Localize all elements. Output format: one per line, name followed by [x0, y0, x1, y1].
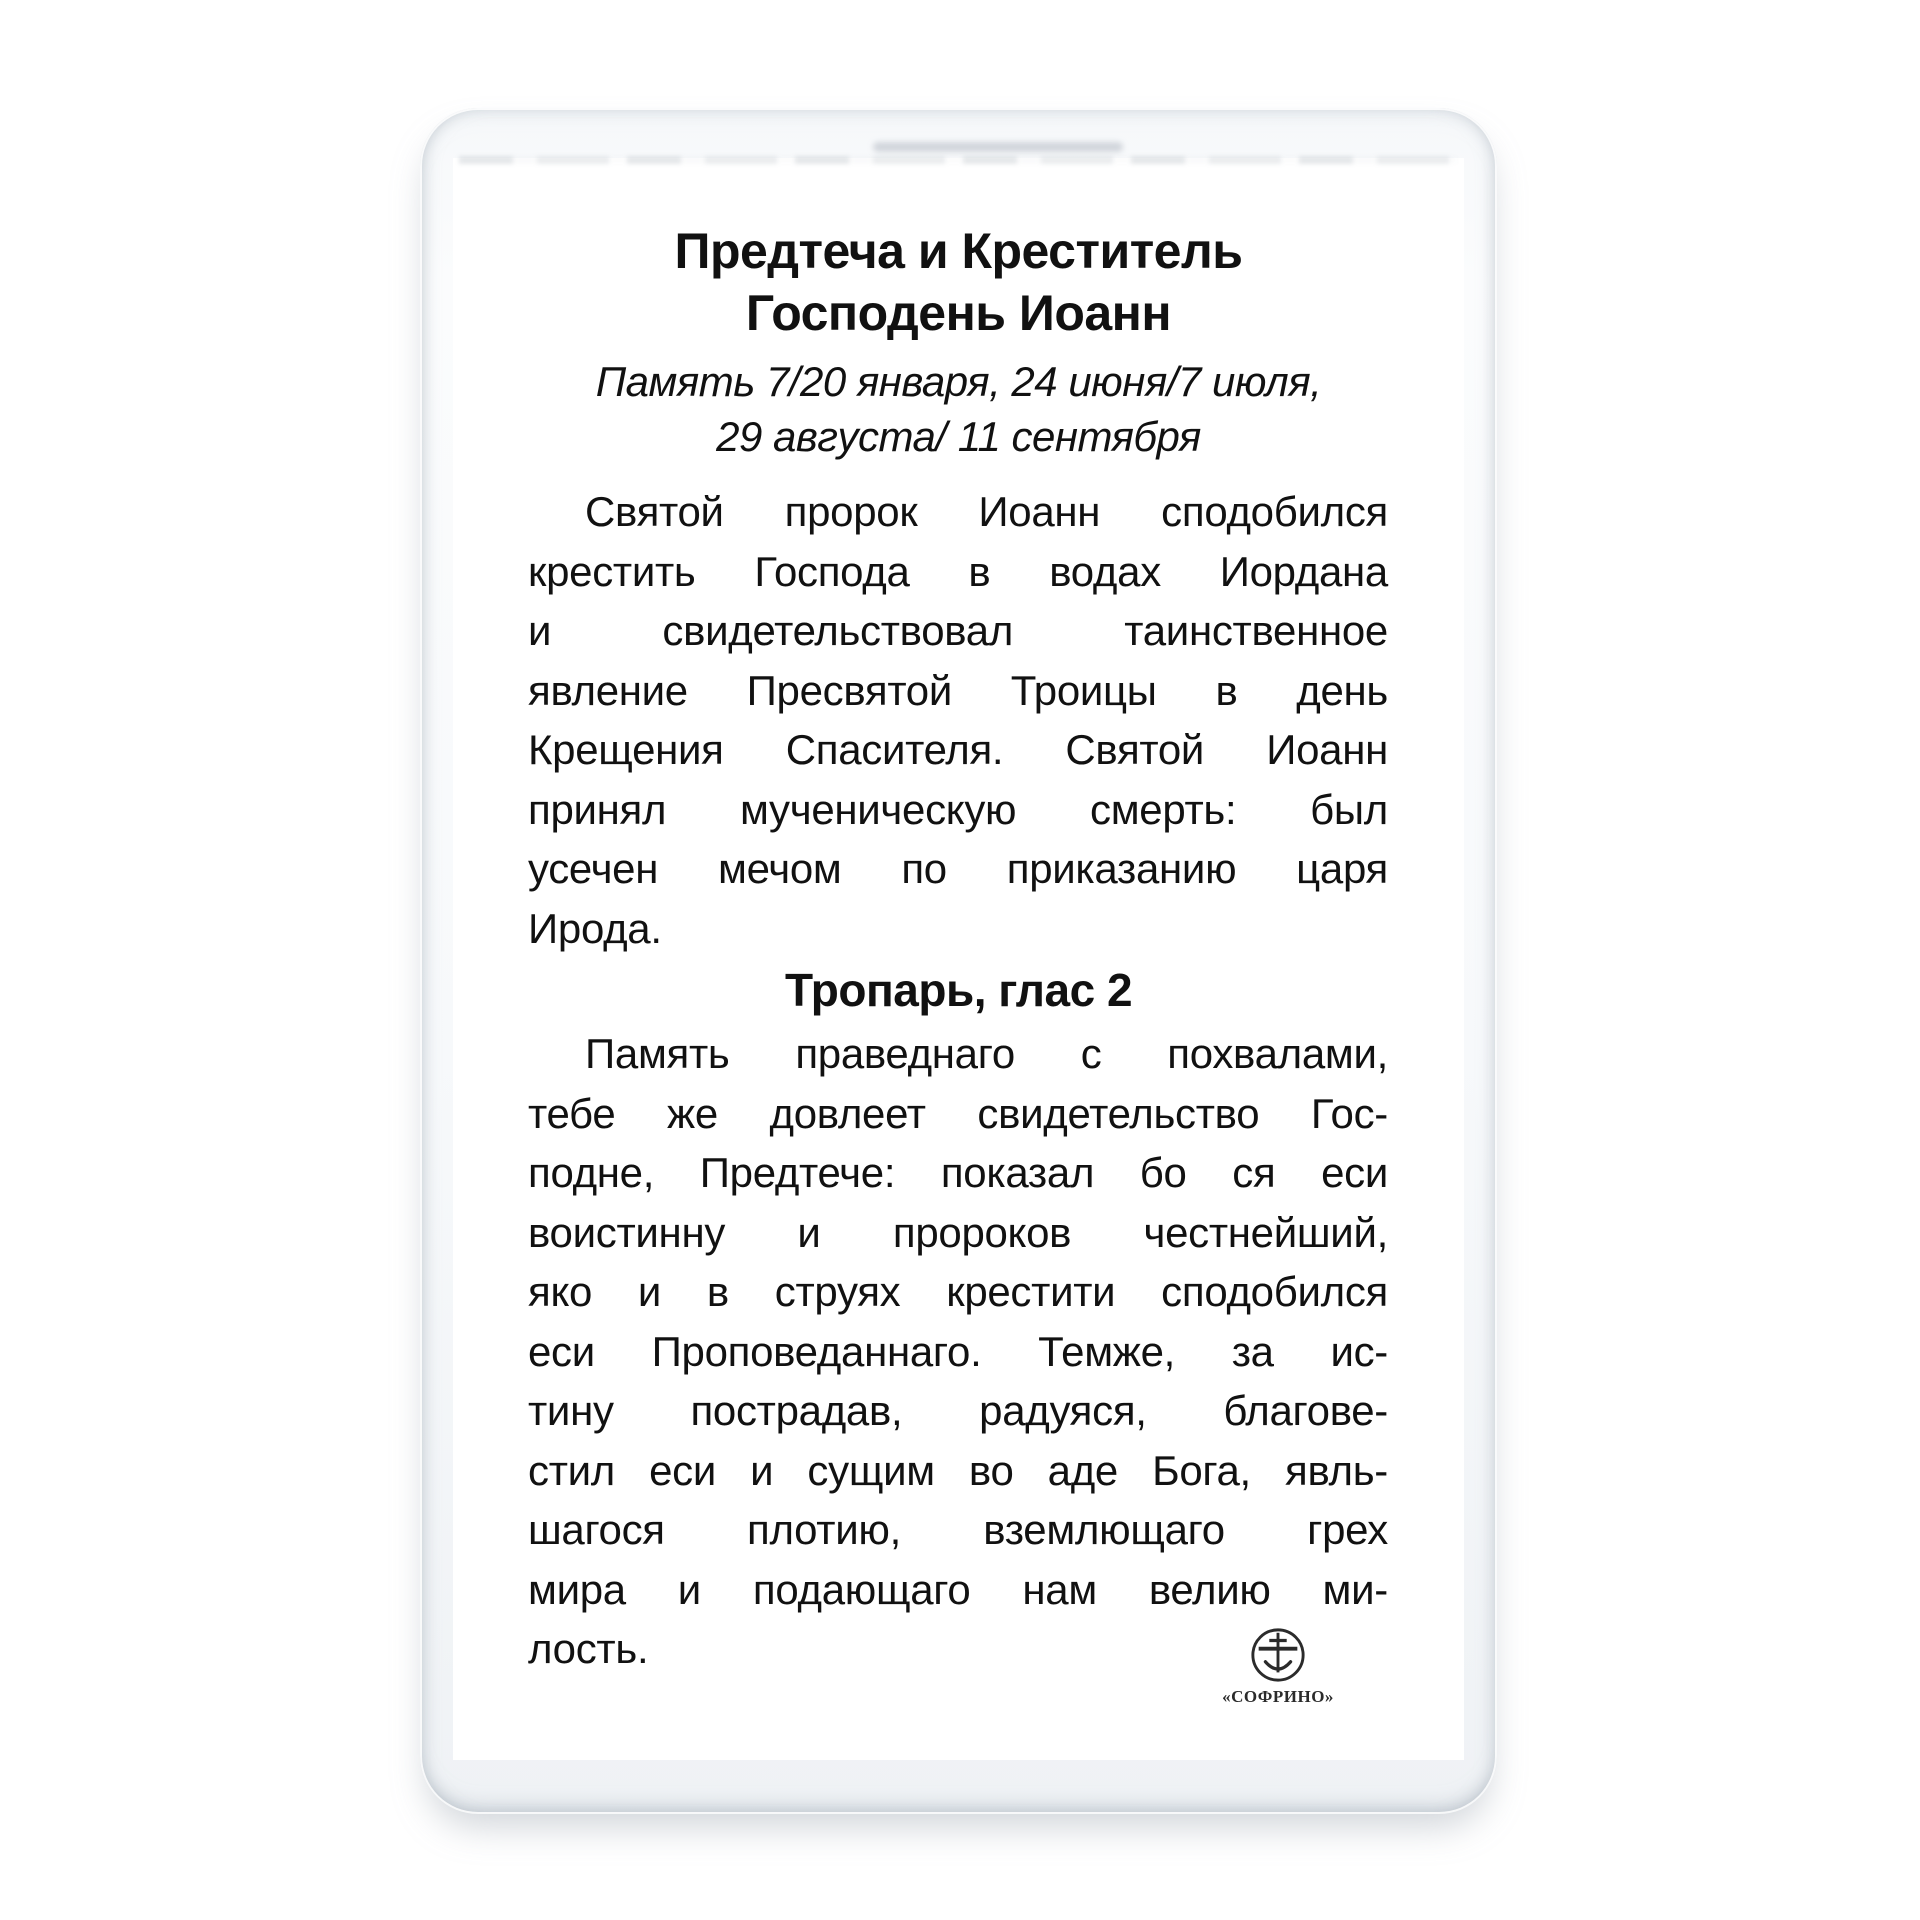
- life-line: усечен мечом по приказанию царя: [528, 845, 1388, 892]
- troparion-line: шагося плотию, вземлющаго грех: [528, 1506, 1388, 1553]
- life-line: явление Пресвятой Троицы в день: [528, 666, 1388, 714]
- memorial-dates-line-2: 29 августа/ 11 сентября: [716, 413, 1201, 460]
- card-paper: [453, 158, 1464, 1760]
- life-paragraph: [528, 482, 1388, 958]
- memorial-dates: [453, 354, 1464, 464]
- troparion-line: лость.: [528, 1625, 649, 1672]
- troparion-paragraph: [528, 1024, 1388, 1679]
- troparion-line: тебе же довлеет свидетельство Гос-: [528, 1089, 1388, 1137]
- laminated-card: [420, 108, 1497, 1814]
- card-title: [453, 220, 1464, 344]
- troparion-line: еси Проповеданнаго. Темже, за ис-: [528, 1327, 1388, 1375]
- troparion-line: подне, Предтече: показал бо ся еси: [528, 1149, 1388, 1196]
- sofrino-publisher-mark: [1218, 1626, 1338, 1707]
- scan-smudge-artifact: [873, 142, 1123, 152]
- publisher-name: «СОФРИНО»: [1222, 1687, 1334, 1706]
- orthodox-cross-icon: [1218, 1626, 1338, 1684]
- card-title-line-2: Господень Иоанн: [745, 285, 1172, 341]
- life-line: Ирода.: [528, 904, 662, 952]
- card-title-line-1: Предтеча и Креститель: [674, 223, 1243, 279]
- life-line: крестить Господа в водах Иордана: [528, 547, 1388, 595]
- memorial-dates-line-1: Память 7/20 января, 24 июня/7 июля,: [595, 358, 1322, 405]
- troparion-line: стил еси и сущим во аде Бога, явль-: [528, 1446, 1388, 1494]
- troparion-line: воистинну и пророков честнейший,: [528, 1208, 1388, 1256]
- troparion-line: тину пострадав, радуяся, благове-: [528, 1387, 1388, 1434]
- troparion-line: Память праведнаго с похвалами,: [585, 1030, 1388, 1077]
- life-line: Крещения Спасителя. Святой Иоанн: [528, 726, 1388, 773]
- troparion-line: мира и подающаго нам велию ми-: [528, 1565, 1388, 1613]
- life-line: и свидетельствовал таинственное: [528, 607, 1388, 654]
- life-line: Святой пророк Иоанн сподобился: [585, 488, 1388, 535]
- scan-streak-artifact: [459, 156, 1457, 164]
- troparion-heading: Тропарь, глас 2: [784, 964, 1133, 1016]
- life-line: принял мученическую смерть: был: [528, 785, 1388, 833]
- troparion-line: яко и в струях крестити сподобился: [528, 1268, 1388, 1315]
